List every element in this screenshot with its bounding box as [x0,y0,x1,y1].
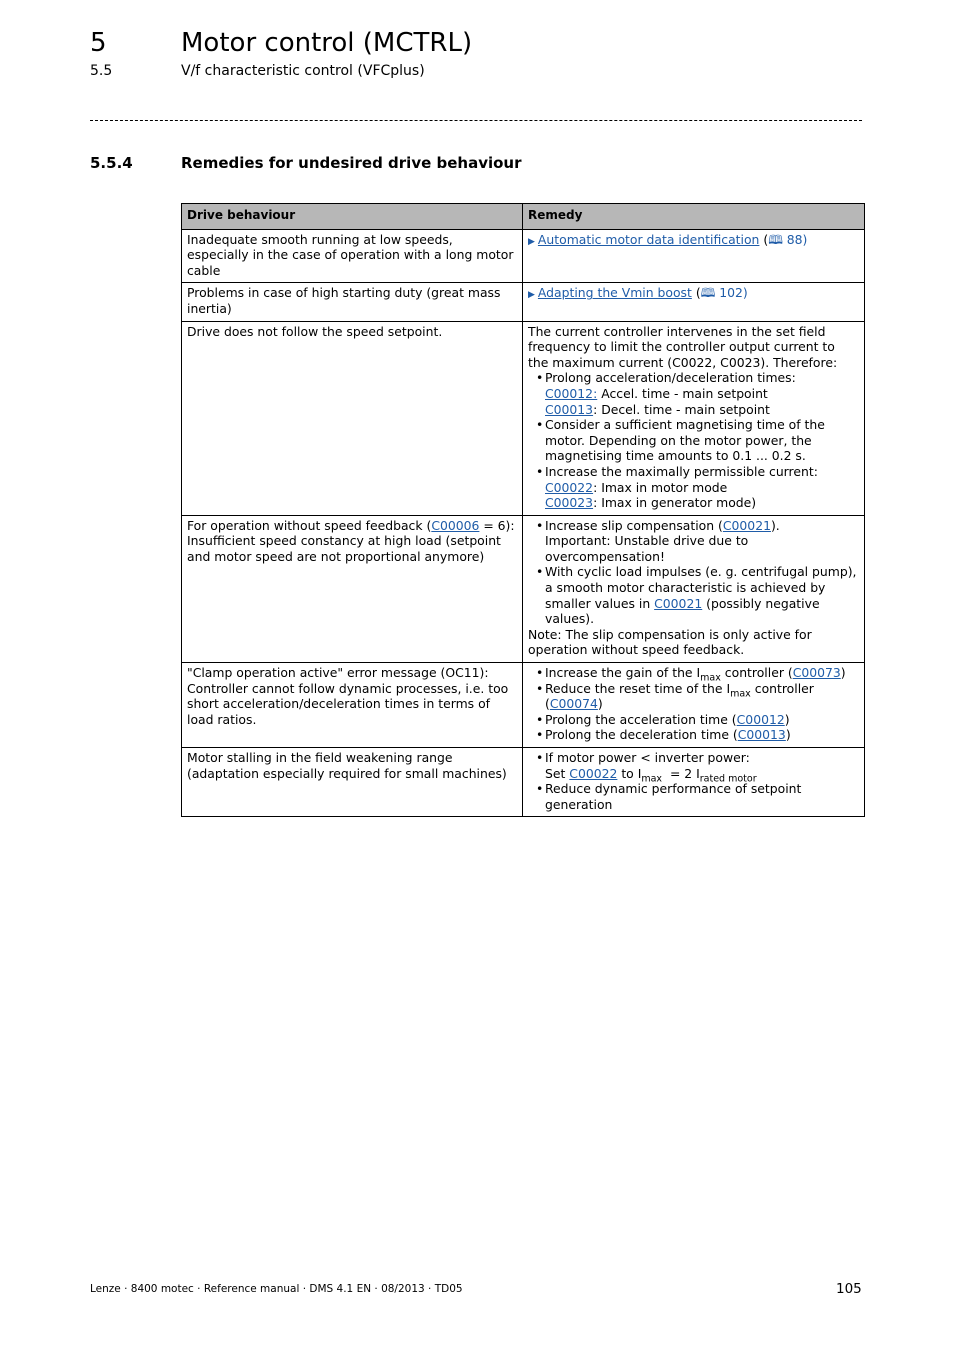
list-item-text: Increase the maximally permissible current: [545,463,818,479]
behaviour-cell: Drive does not follow the speed setpoint. [182,321,523,515]
table-row [182,229,865,283]
code-link-c00013[interactable]: C00013 [545,401,594,417]
book-icon: 🕮 [768,231,783,247]
chapter-number: 5 [90,28,107,58]
table-row [182,515,865,662]
code-link-c00023[interactable]: C00023 [545,495,594,511]
list-item-text: With cyclic load impulses (e. g. centrifugal pump), a smooth motor characteristic is achieved by smaller values in [545,564,857,611]
list-item-text: Increase slip compensation ( [545,517,723,533]
book-icon: 🕮 [700,285,716,301]
list-item [545,665,859,684]
list-item-text: ) [784,711,790,727]
list-item: • Consider a sufficient magnetising time of the motor. Depending on the motor power, the magnetising time amounts to 0.1 ... 0.2 s. [545,417,859,464]
table-row [182,283,865,321]
remedy-list [528,370,859,510]
link-arrow-icon: ▶ [528,236,535,247]
list-item-text: = 2 I [662,765,700,781]
motor-data-identification-link[interactable]: Automatic motor data identification [537,231,760,247]
remedy-note: Note: The slip compensation is only active for operation without speed feedback. [528,626,812,658]
code-link-c00022[interactable]: C00022 [545,479,594,495]
list-item-text: controller ( [720,665,793,681]
list-item-text: ). [770,517,780,533]
subscript: rated motor [699,773,757,785]
list-item-text: Set [545,765,570,781]
section-number: 5.5 [90,63,113,79]
list-item-text: controller ( [545,680,814,712]
link-arrow-icon: ▶ [528,290,535,301]
table-row [182,321,865,515]
column-header-behaviour: Drive behaviour [182,204,523,230]
code-link-c00022[interactable]: C00022 [569,765,618,781]
list-item [545,712,859,728]
code-link-c00021[interactable]: C00021 [722,517,771,533]
list-item-text: ) [597,696,603,712]
section-title: V/f characteristic control (VFCplus) [181,63,425,79]
list-item-text: Increase the gain of the I [545,665,701,681]
list-item [545,727,859,743]
code-description: : Decel. time - main setpoint [593,401,770,417]
behaviour-cell: Inadequate smooth running at low speeds, especially in the case of operation with a long motor cable [182,229,523,283]
list-item-text: ) [785,727,791,743]
list-item [545,681,859,712]
behaviour-cell [182,515,523,662]
list-item [545,750,859,785]
remedy-cell [523,748,865,817]
list-item-text: Prolong the acceleration time ( [545,711,737,727]
behaviour-cell: Motor stalling in the field weakening range (adaptation especially required for small machines) [182,748,523,817]
remedy-cell [523,515,865,662]
behaviour-cell: "Clamp operation active" error message (OC11): Controller cannot follow dynamic processes, i.e. too short acceleration/deceleration times in terms of load ratios. [182,663,523,748]
list-item: • Reduce dynamic performance of setpoint generation [545,781,859,812]
remedy-cell [523,663,865,748]
remedy-cell [523,229,865,283]
remedy-intro: The current controller intervenes in the set field frequency to limit the controller output current to the maximum current (C0022, C0023). Therefore: [528,323,838,370]
remedy-list [528,750,859,812]
remedy-cell [523,283,865,321]
page-number: 105 [836,1281,862,1297]
code-link-c00012[interactable]: C00012: [545,385,598,401]
list-item [545,464,859,511]
list-item [545,518,859,565]
behaviour-text: = 6): Insufficient speed constancy at high load (setpoint and motor speed are not proportional anymore) [187,517,515,564]
code-link-c00006[interactable]: C00006 [431,517,480,533]
list-item-text: to I [617,765,642,781]
code-description: : Imax in generator mode) [593,495,757,511]
list-item [545,370,859,417]
list-item-text: ) [840,665,846,681]
list-item [545,564,859,626]
footer-document-info: Lenze · 8400 motec · Reference manual · DMS 4.1 EN · 08/2013 · TD05 [90,1283,463,1295]
list-item-warning: Important: Unstable drive due to overcompensation! [545,533,749,564]
subscript: max [641,773,663,785]
list-item-text: Prolong acceleration/deceleration times: [545,370,796,386]
code-link-c00012[interactable]: C00012 [736,711,785,727]
table-row [182,748,865,817]
remedy-list [528,518,859,627]
list-item-text: Reduce the reset time of the I [545,680,731,696]
subscript: max [730,688,751,700]
subsection-number: 5.5.4 [90,154,133,172]
page-ref-link[interactable]: 88) [786,231,808,247]
vmin-boost-link[interactable]: Adapting the Vmin boost [537,285,692,301]
header-divider [90,120,862,121]
remedies-table [181,203,865,817]
table-row [182,663,865,748]
table-header-row [182,204,865,230]
page-ref-open: ( [763,231,769,247]
list-item-text: If motor power < inverter power: [545,750,750,765]
list-item-text: (possibly negative values). [545,595,820,627]
chapter-title: Motor control (MCTRL) [181,28,473,58]
code-description: Accel. time - main setpoint [597,385,768,401]
remedy-list [528,665,859,743]
behaviour-cell: Problems in case of high starting duty (great mass inertia) [182,283,523,321]
code-link-c00013[interactable]: C00013 [737,727,786,743]
list-item-text: Prolong the deceleration time ( [545,727,738,743]
code-link-c00021[interactable]: C00021 [654,595,703,611]
code-link-c00073[interactable]: C00073 [792,665,841,681]
remedy-cell [523,321,865,515]
behaviour-text: For operation without speed feedback ( [187,517,432,533]
subscript: max [700,672,721,684]
code-link-c00074[interactable]: C00074 [549,696,598,712]
page-ref-link[interactable]: 102) [719,285,748,301]
code-description: : Imax in motor mode [593,479,728,495]
subsection-title: Remedies for undesired drive behaviour [181,154,522,172]
column-header-remedy: Remedy [523,204,865,230]
page-ref-open: ( [695,285,701,301]
